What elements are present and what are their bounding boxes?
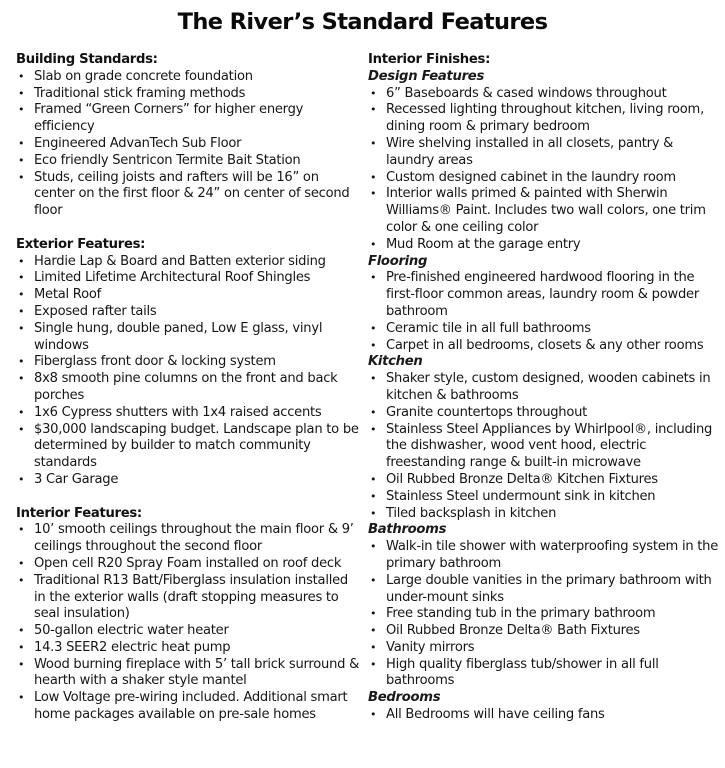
bullet-icon: • [18,304,25,318]
list-item-text: Oil Rubbed Bronze Delta® Bath Fixtures [386,623,640,639]
list-item-text: 6” Baseboards & cased windows throughout [386,85,667,101]
list-item-text: Interior walls primed & painted with Sherwin Williams® Paint. Includes two wall colors, one trim color & one ceiling color [386,186,706,235]
section-building-standards [16,52,361,220]
list-item [16,321,361,355]
list-item-text: Tiled backsplash in kitchen [386,505,557,521]
bullet-icon: • [370,640,377,654]
bullet-icon: • [370,372,377,386]
bullet-icon: • [370,405,377,419]
bullet-icon: • [18,657,25,671]
list-item-text: Large double vanities in the primary bathroom with under-mount sinks [386,572,712,605]
list-item-text: Hardie Lap & Board and Batten exterior siding [34,253,326,269]
feature-list [16,254,361,489]
subsection-bathrooms [368,522,720,690]
list-item [368,707,720,724]
section-heading: Interior Features: [16,505,142,521]
list-item-text: Ceramic tile in all full bathrooms [386,320,591,336]
feature-list [16,522,361,724]
left-column [16,52,361,724]
list-item [368,422,720,472]
list-item [368,606,720,623]
section-spacer [16,220,361,237]
subsection-heading: Design Features [368,68,484,84]
bullet-icon: • [18,136,25,150]
list-item [368,405,720,422]
section-spacer [16,489,361,506]
bullet-icon: • [18,372,25,386]
list-item [16,304,361,321]
list-item [16,136,361,153]
list-item-text: Shaker style, custom designed, wooden cabinets in kitchen & bathrooms [386,371,711,403]
bullet-icon: • [18,86,25,100]
list-item-text: Limited Lifetime Architectural Roof Shingles [34,270,311,286]
list-item [368,186,720,236]
list-item [16,640,361,657]
bullet-icon: • [18,254,25,268]
list-item-text: Low Voltage pre-wiring included. Additional smart home packages available on pre-sale homes [34,690,348,723]
list-item-text: Engineered AdvanTech Sub Floor [34,135,242,151]
feature-list [368,539,720,690]
subsection-heading: Bedrooms [368,690,441,706]
bullet-icon: • [18,405,25,419]
list-item-text: Framed “Green Corners” for higher energy efficiency [34,102,304,135]
bullet-icon: • [18,288,25,302]
bullet-icon: • [18,271,25,285]
list-item-text: Oil Rubbed Bronze Delta® Kitchen Fixtures [386,471,658,487]
list-item [368,623,720,640]
list-item [16,623,361,640]
bullet-icon: • [370,170,377,184]
list-item-text: 3 Car Garage [34,471,119,487]
list-item [368,338,720,355]
list-item [368,170,720,187]
section-heading: Building Standards: [16,52,158,67]
list-item-text: Open cell R20 Spray Foam installed on roof deck [34,555,342,571]
bullet-icon: • [370,321,377,335]
list-item-text: Exposed rafter tails [34,303,157,319]
list-item [368,102,720,136]
list-item-text: Custom designed cabinet in the laundry room [386,169,676,185]
list-item-text: All Bedrooms will have ceiling fans [386,707,605,723]
list-item [16,573,361,623]
list-item [16,422,361,472]
bullet-icon: • [370,489,377,503]
section-exterior-features [16,237,361,489]
bullet-icon: • [370,624,377,638]
bullet-icon: • [18,69,25,83]
list-item-text: Walk-in tile shower with waterproofing system in the primary bathroom [386,539,719,571]
list-item-text: Carpet in all bedrooms, closets & any other rooms [386,337,704,353]
bullet-icon: • [370,187,377,201]
bullet-icon: • [18,573,25,587]
bullet-icon: • [370,472,377,486]
subsection-bedrooms [368,690,720,724]
list-item-text: 1x6 Cypress shutters with 1x4 raised accents [34,404,322,420]
list-item [16,287,361,304]
list-item-text: Free standing tub in the primary bathroom [386,606,656,622]
list-item-text: High quality fiberglass tub/shower in all full bathrooms [386,656,659,689]
bullet-icon: • [370,506,377,520]
list-item [16,170,361,220]
list-item [368,640,720,657]
bullet-icon: • [370,573,377,587]
list-item [16,405,361,422]
bullet-icon: • [370,86,377,100]
list-item-text: Granite countertops throughout [386,404,588,420]
bullet-icon: • [370,338,377,352]
bullet-icon: • [18,422,25,436]
bullet-icon: • [370,136,377,150]
bullet-icon: • [18,103,25,117]
section-interior-features [16,506,361,724]
list-item [368,657,720,691]
list-item-text: Vanity mirrors [386,639,475,655]
list-item [16,472,361,489]
bullet-icon: • [18,640,25,654]
subsection-design-features [368,69,720,254]
list-item [368,321,720,338]
subsection-heading: Bathrooms [368,522,447,538]
list-item-text: Wood burning fireplace with 5’ tall brick surround & hearth with a shaker style mantel [34,656,360,689]
list-item-text: Traditional R13 Batt/Fiberglass insulation installed in the exterior walls (draft stopping measures to seal insulation) [34,572,348,622]
list-item-text: 50-gallon electric water heater [34,623,229,639]
list-item [16,69,361,86]
list-item [16,86,361,103]
bullet-icon: • [370,657,377,671]
list-item [368,86,720,103]
list-item [368,136,720,170]
list-item-text: Fiberglass front door & locking system [34,354,276,370]
list-item-text: 10’ smooth ceilings throughout the main floor & 9’ ceilings throughout the second floor [34,522,354,555]
list-item-text: Traditional stick framing methods [34,85,246,101]
subsection-heading: Flooring [368,253,428,269]
right-column [368,52,720,724]
bullet-icon: • [370,271,377,285]
list-item-text: Stainless Steel Appliances by Whirlpool®, including the dishwasher, wood vent hood, electric freestanding range & built-in microwave [386,421,713,471]
bullet-icon: • [18,321,25,335]
section-heading: Exterior Features: [16,236,146,252]
list-item-text: Pre-finished engineered hardwood flooring in the first-floor common areas, laundry room & powder bathroom [386,270,699,319]
list-item-text: 14.3 SEER2 electric heat pump [34,639,231,655]
list-item-text: Eco friendly Sentricon Termite Bait Station [34,152,301,168]
feature-list [368,371,720,522]
list-item-text: Single hung, double paned, Low E glass, vinyl windows [34,320,323,353]
list-item [16,522,361,556]
list-item [368,371,720,405]
subsection-heading: Kitchen [368,354,423,370]
list-item-text: Mud Room at the garage entry [386,236,581,252]
list-item-text: Wire shelving installed in all closets, pantry & laundry areas [386,135,674,168]
list-item [16,354,361,371]
bullet-icon: • [18,624,25,638]
list-item [16,153,361,170]
bullet-icon: • [18,556,25,570]
list-item [368,506,720,523]
feature-list [368,86,720,254]
list-item-text: Slab on grade concrete foundation [34,68,253,84]
bullet-icon: • [18,153,25,167]
list-item [368,270,720,320]
bullet-icon: • [370,103,377,117]
bullet-icon: • [370,237,377,251]
list-item [368,573,720,607]
bullet-icon: • [18,523,25,537]
page-title: The River’s Standard Features [177,9,548,35]
list-item [368,237,720,254]
list-item [16,556,361,573]
subsection-kitchen [368,354,720,522]
list-item-text: Metal Roof [34,287,101,303]
feature-list [368,270,720,354]
bullet-icon: • [18,691,25,705]
list-item [16,371,361,405]
list-item [16,254,361,271]
bullet-icon: • [370,607,377,621]
list-item-text: Studs, ceiling joists and rafters will be 16” on center on the first floor & 24” on center of second floor [34,169,350,219]
bullet-icon: • [370,708,377,722]
feature-list [16,69,361,220]
bullet-icon: • [18,355,25,369]
bullet-icon: • [18,472,25,486]
list-item-text: Stainless Steel undermount sink in kitchen [386,488,656,504]
section-heading: Interior Finishes: [368,52,491,67]
bullet-icon: • [370,422,377,436]
list-item [16,690,361,724]
list-item [368,472,720,489]
list-item [368,489,720,506]
list-item [16,270,361,287]
list-item-text: $30,000 landscaping budget. Landscape plan to be determined by builder to match community standards [34,421,359,471]
list-item [368,539,720,573]
list-item-text: 8x8 smooth pine columns on the front and back porches [34,371,338,403]
feature-list [368,707,720,724]
list-item [16,657,361,691]
bullet-icon: • [370,540,377,554]
bullet-icon: • [18,170,25,184]
list-item-text: Recessed lighting throughout kitchen, living room, dining room & primary bedroom [386,102,704,135]
subsection-flooring [368,254,720,355]
list-item [16,102,361,136]
